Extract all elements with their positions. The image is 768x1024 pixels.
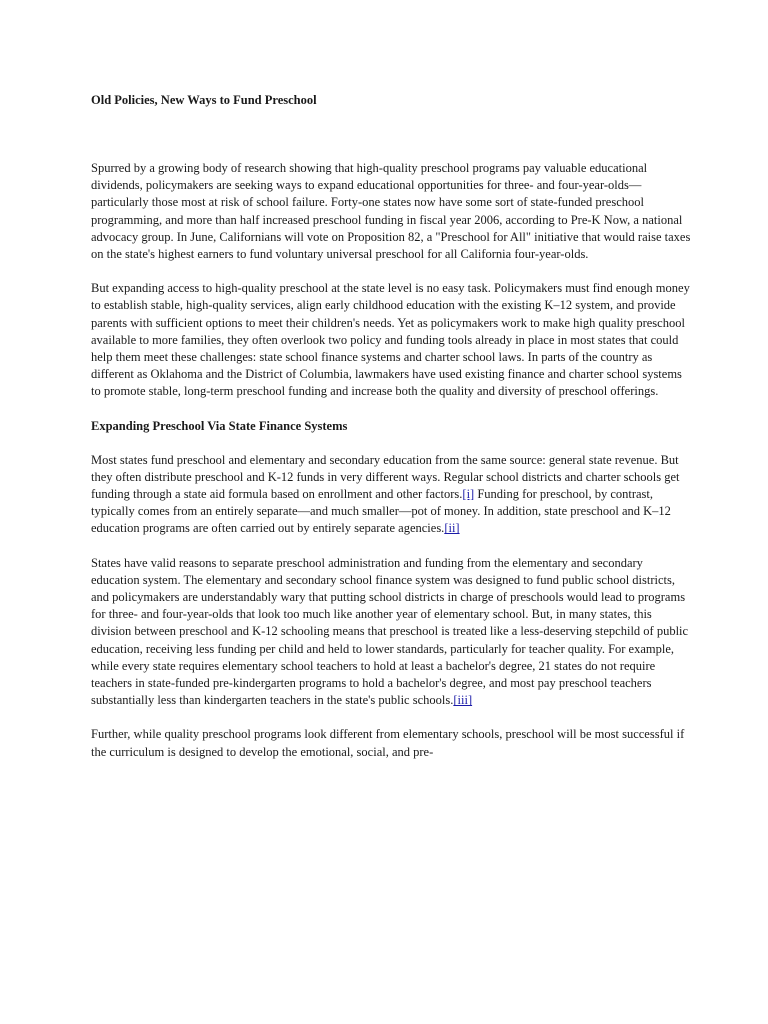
section-paragraph-1-text-b: Funding for preschool, by contrast, typically comes from an entirely separate—and much smaller—pot of money. In addition, state preschool and K–12 education programs are often carried out by entirely separate agencies. [91,487,671,536]
section-paragraph-1-text-a: Most states fund preschool and elementary and secondary education from the same source: general state revenue. But they often distribute preschool and K-12 funds in very different ways. Regular school districts and charter schools get funding through a state aid formula based on enrollment and other factors. [91,452,680,502]
section-paragraph-2 [91,555,691,710]
intro-paragraph-2: But expanding access to high-quality preschool at the state level is no easy task. Policymakers must find enough money to establish stable, high-quality services, align early childhood education with the existing K–12 system, and provide parents with sufficient options to meet their children's needs. Yet as policymakers work to make high quality preschool available to more families, they often overlook two policy and funding tools already in place in most states that could help them meet these challenges: state school finance systems and charter school laws. In parts of the country as different as Oklahoma and the District of Columbia, lawmakers have used existing finance and charter school systems to promote stable, long-term preschool funding and increase both the quality and diversity of preschool offerings. [91,281,690,399]
title-spacer [91,109,691,160]
section-paragraph-2-text: States have valid reasons to separate preschool administration and funding from the elementary and secondary education system. The elementary and secondary school finance system was designed to fund public school districts, and policymakers are understandably wary that putting school districts in charge of preschools would lead to programs for three- and four-year-olds that look too much like another year of elementary school. But, in many states, this division between preschool and K-12 schooling means that preschool is treated like a less-deserving stepchild of public education, receiving less funding per child and held to lower standards, particularly for teacher quality. For example, while every state requires elementary school teachers to hold at least a bachelor's degree, 21 states do not require teachers in state-funded pre-kindergarten programs to hold a bachelor's degree, and most pay preschool teachers substantially less than kindergarten teachers in the state's public schools. [91,555,689,708]
section-paragraph-3: Further, while quality preschool programs look different from elementary schools, preschool will be most successful if the curriculum is designed to develop the emotional, social, and pre- [91,727,685,759]
intro-paragraph-1: Spurred by a growing body of research showing that high-quality preschool programs pay valuable educational dividends, policymakers are seeking ways to expand educational opportunities for three- and four-year-olds—particularly those most at risk of school failure. Forty-one states now have some sort of state-funded preschool programming, and more than half increased preschool funding in fiscal year 2006, according to Pre-K Now, a national advocacy group. In June, Californians will vote on Proposition 82, a "Preschool for All" initiative that would raise taxes on the state's highest earners to fund voluntary universal preschool for all California four-year-olds. [91,161,691,262]
section-heading: Expanding Preschool Via State Finance Systems [91,418,348,433]
document-title: Old Policies, New Ways to Fund Preschool [91,93,317,107]
footnote-link-i[interactable]: [i] [462,487,475,502]
document-page [91,92,691,778]
section-paragraph-1 [91,452,691,538]
footnote-link-iii[interactable]: [iii] [453,693,473,708]
footnote-link-ii[interactable]: [ii] [444,521,460,536]
